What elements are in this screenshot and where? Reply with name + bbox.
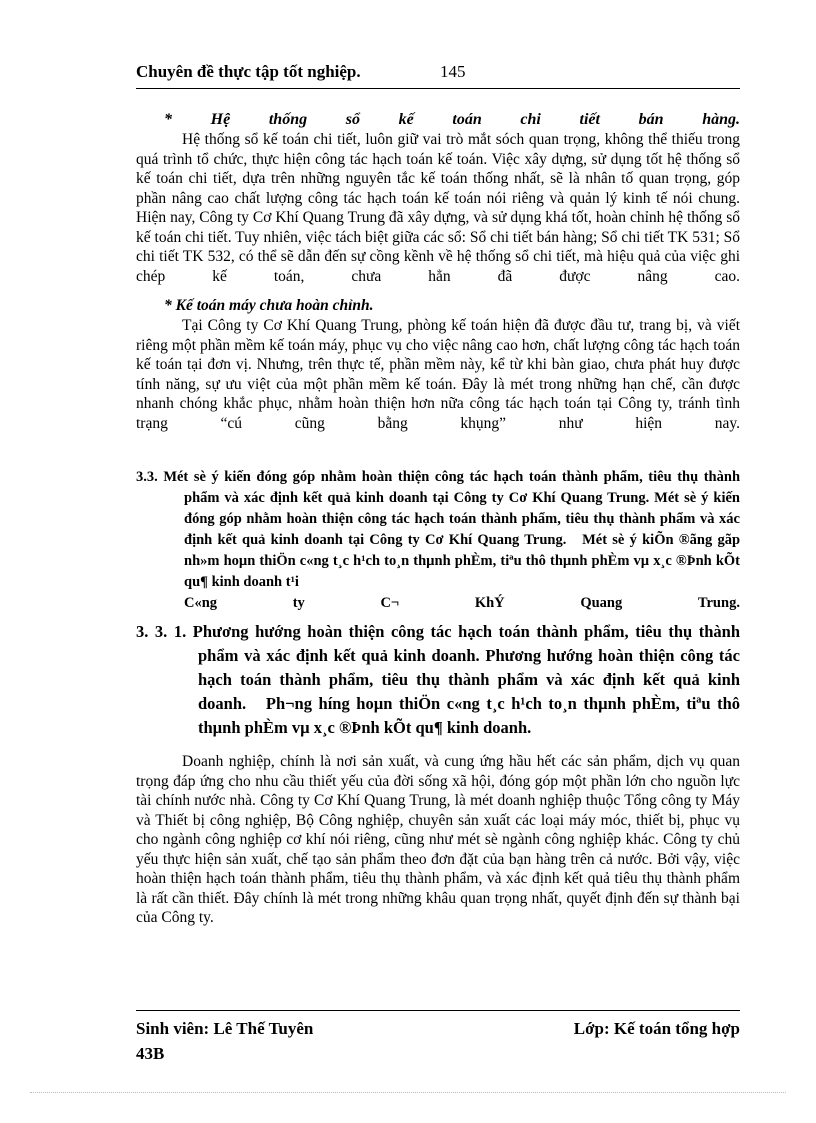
- heading-word: sổ: [345, 111, 360, 128]
- machine-accounting-paragraph: [136, 316, 740, 433]
- page-bottom-dotted-line: [30, 1092, 786, 1093]
- detail-books-heading: [136, 110, 740, 130]
- last-word: Trung.: [697, 595, 740, 611]
- machine-accounting-heading: * Kế toán máy chưa hoàn chỉnh.: [164, 297, 374, 314]
- last-word: C«ng: [184, 595, 218, 611]
- paragraph-text: Tại Công ty Cơ Khí Quang Trung, phòng kế toán hiện đã được đầu tư, trang bị, và viết riêng một phần mềm kế toán máy, phục vụ cho việc nâng cao hơn, chất lượng công tác hạch toán kế toán tại đơn vị. Nhưng, trên thực tế, phần mềm này, kể từ khi bàn giao, chưa phát huy được tính năng, sự ưu việt của một phần mềm kế toán. Đây là mét trong những hạn chế, cần được nhanh chóng khắc phục, nhằm hoàn thiện hơn nữa công tác hạch toán tại Công ty, tránh tình trạng “cú cũng bằng khụng” như hiện nay.: [136, 317, 740, 432]
- heading-star: *: [164, 111, 172, 128]
- page-footer: [136, 1016, 740, 1066]
- section-garbled-text: Ph¬ng híng hoµn thiÖn c«ng t¸c h¹ch to¸n thµnh phÈm, tiªu thô thµnh phÈm vµ x¸c ®Þnh kÕt qu¶ kinh doanh.: [198, 694, 741, 737]
- heading-word: thống: [268, 111, 308, 128]
- footer-divider: [136, 1010, 740, 1011]
- heading-word: chi: [520, 111, 541, 128]
- page-number: 145: [440, 62, 466, 81]
- section-3-3-1-paragraph: [136, 752, 740, 928]
- heading-word: bán: [638, 111, 664, 128]
- section-number: 3. 3. 1.: [136, 622, 187, 641]
- section-3-3-heading: [136, 467, 740, 614]
- paragraph-text: Hệ thống sổ kế toán chi tiết, luôn giữ vai trò mắt sóch quan trọng, không thể thiếu trong quá trình tổ chức, thực hiện công tác hạch toán kế toán. Việc xây dựng, sử dụng tốt hệ thống sổ kế toán chi tiết, dựa trên những nguyên tắc kế toán thống nhất, sẽ là nhân tố quan trọng, góp phần nâng cao chất lượng công tác hạch toán kế toán nói riêng và quản lý kinh tế nói chung. Hiện nay, Công ty Cơ Khí Quang Trung đã xây dựng, và sử dụng khá tốt, hoàn chỉnh hệ thống sổ kế toán chi tiết. Tuy nhiên, việc tách biệt giữa các sổ: Sổ chi tiết bán hàng; Sổ chi tiết TK 531; Sổ chi tiết TK 532, có thể sẽ dẫn đến sự cồng kềnh về hệ thống sổ chi tiết, mà hiệu quả của việc ghi chép kế toán, chưa hẳn đã được nâng cao.: [136, 131, 740, 285]
- student-name: Sinh viên: Lê Thế Tuyên: [136, 1019, 314, 1038]
- detail-books-paragraph: [136, 130, 740, 286]
- heading-word: tiết: [579, 111, 600, 128]
- section-last-line: [136, 593, 740, 614]
- section-text: Phương hướng hoàn thiện công tác hạch toán thành phẩm, tiêu thụ thành phẩm và xác định kết quả kinh doanh. Phương hướng hoàn thiện công tác hạch toán thành phẩm, tiêu thụ thành phẩm và xác định kết quả kinh doanh.: [192, 622, 741, 713]
- class-name: Lớp: Kế toán tổng hợp: [573, 1019, 740, 1038]
- last-word: Quang: [580, 595, 623, 611]
- page-header: [136, 62, 740, 88]
- last-word: ty: [292, 595, 305, 611]
- heading-word: toán: [452, 111, 482, 128]
- header-divider: [136, 88, 740, 89]
- section-3-3-1-heading: [136, 620, 740, 740]
- page-content: [136, 110, 740, 928]
- last-word: KhÝ: [474, 595, 505, 611]
- heading-word: Hệ: [210, 111, 231, 128]
- class-code: 43B: [136, 1044, 165, 1063]
- section-number: 3.3.: [136, 469, 158, 485]
- section-garbled-text: Mét sè ý kiÕn ®ãng gãp nh»m hoµn thiÖn c«ng t¸c h¹ch to¸n thµnh phÈm, tiªu thô thµnh phÈm vµ x¸c ®Þnh kÕt qu¶ kinh doanh t¹i: [184, 532, 741, 590]
- heading-word: hàng.: [702, 111, 740, 128]
- paragraph-text: Doanh nghiệp, chính là nơi sản xuất, và cung ứng hầu hết các sản phẩm, dịch vụ quan trọng đáp ứng cho nhu cầu thiết yếu của đời sống xã hội, đóng góp một phần lớn cho nguồn lực tài chính nước nhà. Công ty Cơ Khí Quang Trung, là mét doanh nghiệp thuộc Tổng công ty Máy và Thiết bị công nghiệp, Bộ Công nghiệp, chuyên sản xuất các loại máy móc, thiết bị, phục vụ cho ngành công nghiệp cơ khí nói riêng, cũng như mét sè ngành công nghiệp khác. Công ty chủ yếu thực hiện sản xuất, chế tạo sản phẩm theo đơn đặt của bạn hàng trên cả nước. Bởi vậy, việc hoàn thiện hạch toán thành phẩm, tiêu thụ thành phẩm, và xác định kết quả tiêu thụ thành phẩm là rất cần thiết. Đây chính là mét trong những khâu quan trọng nhất, quyết định đến sự thành bại của Công ty.: [136, 753, 740, 926]
- heading-word: kế: [398, 111, 414, 128]
- section-text: Mét sè ý kiến đóng góp nhằm hoàn thiện công tác hạch toán thành phẩm, tiêu thụ thành phẩm và xác định kết quả kinh doanh tại Công ty Cơ Khí Quang Trung. Mét sè ý kiến đóng góp nhằm hoàn thiện công tác hạch toán thành phẩm, tiêu thụ thành phẩm và xác định kết quả kinh doanh tại Công ty Cơ Khí Quang Trung.: [163, 469, 741, 548]
- last-word: C¬: [380, 595, 400, 611]
- document-title: Chuyên đề thực tập tốt nghiệp.: [136, 62, 361, 81]
